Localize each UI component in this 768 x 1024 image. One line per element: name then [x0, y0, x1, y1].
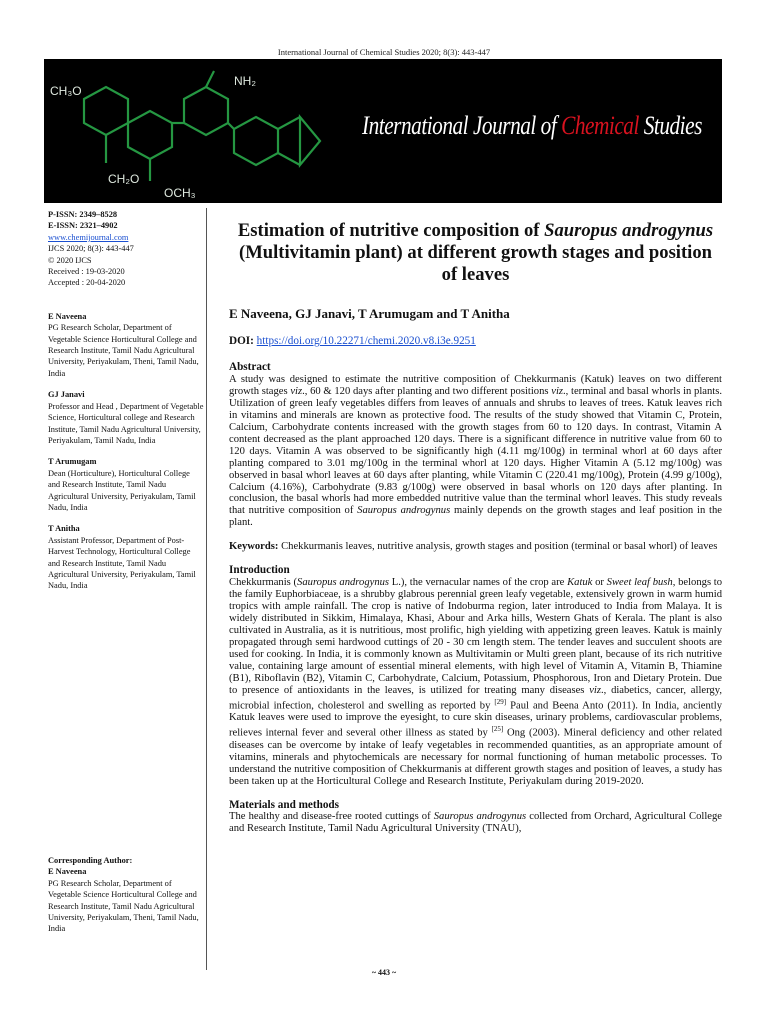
doi-link[interactable]: https://doi.org/10.22271/chemi.2020.v8.i3e.9251 [256, 335, 476, 347]
affiliation-block: E Naveena PG Research Scholar, Department of Vegetable Science Horticultural College and Research Institute, Tamil Nadu Agricultural University, Periyakulam, Theni, Tamil Nadu, India [48, 311, 199, 378]
journal-website-link[interactable]: www.chemijournal.com [48, 232, 129, 242]
molecule-graphic-icon [44, 59, 344, 203]
corresponding-affiliation: PG Research Scholar, Department of Vegetable Science Horticultural College and Research Institute, Tamil Nadu Agricultural University, Periyakulam, Theni, Tamil Nadu, India [48, 878, 199, 934]
abstract-text: A study was designed to estimate the nutritive composition of Chekkurmanis (Katuk) leaves on two different growth stages viz., 60 & 120 days after planting and two different positions viz., terminal and basal whorls in plants. Utilization of green leafy vegetables differs from leaves of annuals and shrubs to leaves of trees. Katuk leaves rich in vitamins and minerals are known as protective food. The results of the study showed that Vitamin C, Protein, Calcium, Carbohydrate contents increased with the growth stages from 60 to 120 days. In contrast, Vitamin A content decreased as the plant approached 120 days. There is a significant difference in nutritive value from 60 to 120 days. Vitamin A was observed to be significantly high (4.11 mg/100g) in terminal whorl at 60 days after planting compared to 3.01 mg/100g in the terminal whorl at 120 days. Higher Vitamin A (5.12 mg/100g) was observed in basal whorl leaves at 60 days after planting, while Vitamin C (220.41 mg/100g), Protein (4.99 g/100g), Calcium (4.16%), Carbohydrate (9.83 g/100g) were observed in basal whorls on 120 days after planting. In conclusion, the basal whorls had more embedded nutritive value than the terminal whorl leaves. This study reveals that nutritive composition of Sauropus androgynus mainly depends on the growth stages and leaf position in the plant. [229, 373, 722, 529]
affiliation-block: T Arumugam Dean (Horticulture), Horticultural College and Research Institute, Tamil Nadu Agricultural University, Periyakulam, Tamil Nadu, India [48, 457, 196, 512]
ijcs-citation: IJCS 2020; 8(3): 443-447 [48, 244, 134, 254]
accepted-date: Accepted : 20-04-2020 [48, 278, 126, 288]
copyright: © 2020 IJCS [48, 255, 92, 265]
e-issn: E-ISSN: 2321–4902 [48, 221, 118, 231]
article-authors: E Naveena, GJ Janavi, T Arumugam and T Anitha [229, 306, 510, 321]
affiliation-block: GJ Janavi Professor and Head , Department of Vegetable Science, Horticultural college and Research Institute, Tamil Nadu Agricultural University, Periyakulam, Tamil Nadu, India [48, 390, 204, 445]
article-body [229, 362, 722, 835]
materials-methods-text: The healthy and disease-free rooted cuttings of Sauropus androgynus collected from Orchard, Agricultural College and Research Institute, Tamil Nadu Agricultural University (TNAU), [229, 811, 723, 835]
journal-title: International Journal of Chemical Studies [362, 111, 702, 140]
received-date: Received : 19-03-2020 [48, 267, 125, 277]
journal-banner [44, 59, 722, 203]
molecule-label: CH₂O [108, 172, 140, 186]
introduction-heading: Introduction [229, 564, 290, 577]
corresponding-author-block [48, 855, 204, 935]
article-title: Estimation of nutritive composition of Sauropus androgynus (Multivitamin plant) at different growth stages and position of leaves [237, 220, 714, 285]
column-divider [206, 208, 207, 970]
affiliation-block: T Anitha Assistant Professor, Department of Post-Harvest Technology, Horticultural College and Research Institute, Tamil Nadu Agricultural University, Periyakulam, Tamil Nadu, India [48, 524, 196, 591]
keywords: Keywords: Chekkurmanis leaves, nutritive analysis, growth stages and position (terminal or basal whorl) of leaves [229, 541, 718, 553]
p-issn: P-ISSN: 2349–8528 [48, 210, 118, 219]
corresponding-heading: Corresponding Author: [48, 856, 133, 865]
materials-methods-heading: Materials and methods [229, 798, 340, 811]
abstract-heading: Abstract [229, 361, 271, 373]
introduction-text: Chekkurmanis (Sauropus androgynus L.), the vernacular names of the crop are Katuk or Sweet leaf bush, belongs to the family Euphorbiaceae, is a shrubby glabrous perennial green leafy vegetable, extensively grown in warm humid tropics with ample rainfall. The crop is native of Indoburma region, later introduced to India from Malaya. It is widely distributed in Sikkim, Himalaya, Khasi, Abour and Arka hills, Western Ghats of Kerala. The plant is also cultivated in Australia, as it is nutritious, most prolific, high yielding with appetizing green leaves. Katuk is mainly propagated through semi hardwood cuttings of 20 - 30 cm length stem. The tender leaves and succulent shoots are used for cooking. In India, it is commonly known as Multivitamin or Multi green plant, because of its rich nutritive value, containing large amount of essential mineral elements, with high level of Vitamin A, Vitamin B, Thiamine (B1), Riboflavin (B2), Vitamin C, Carbohydrate, Calcium, Potassium, Phosphorous, Iron and Dietary Protein. Due to presence of antioxidants in the leaves, is utilized for treating many diseases viz., diabetics, cancer, allergy, microbial infection, cholesterol and swelling as reported by [29] Paul and Beena Anto (2011). In India, anciently Katuk leaves were used to improve the eyesight, to cure skin diseases, urinary problems, cardiovascular problems, relieves internal fever and several other illness as stated by [25] Ong (2003). Mineral deficiency and other related diseases can be overcome by intake of leafy vegetables in recommended quantities, as an appropriate amount of vitamins, minerals and phytochemicals are necessary for normal functioning of human metabolic processes. To understand the nutritive composition of Chekkurmanis at different growth stages and position of leaves, a study has been taken up at the Horticultural College and Research Institute, Periyakulam during 2019-2020. [229, 577, 723, 787]
doi-line: DOI: https://doi.org/10.22271/chemi.2020.v8.i3e.9251 [229, 335, 476, 347]
running-head: International Journal of Chemical Studies 2020; 8(3): 443-447 [277, 47, 491, 57]
molecule-label: CH₃O [50, 84, 82, 98]
meta-column [48, 209, 204, 592]
corresponding-name: E Naveena [48, 867, 87, 877]
molecule-label: NH₂ [234, 74, 256, 88]
molecule-label: OCH₃ [164, 186, 196, 200]
page-number: ~ 443 ~ [371, 968, 397, 977]
